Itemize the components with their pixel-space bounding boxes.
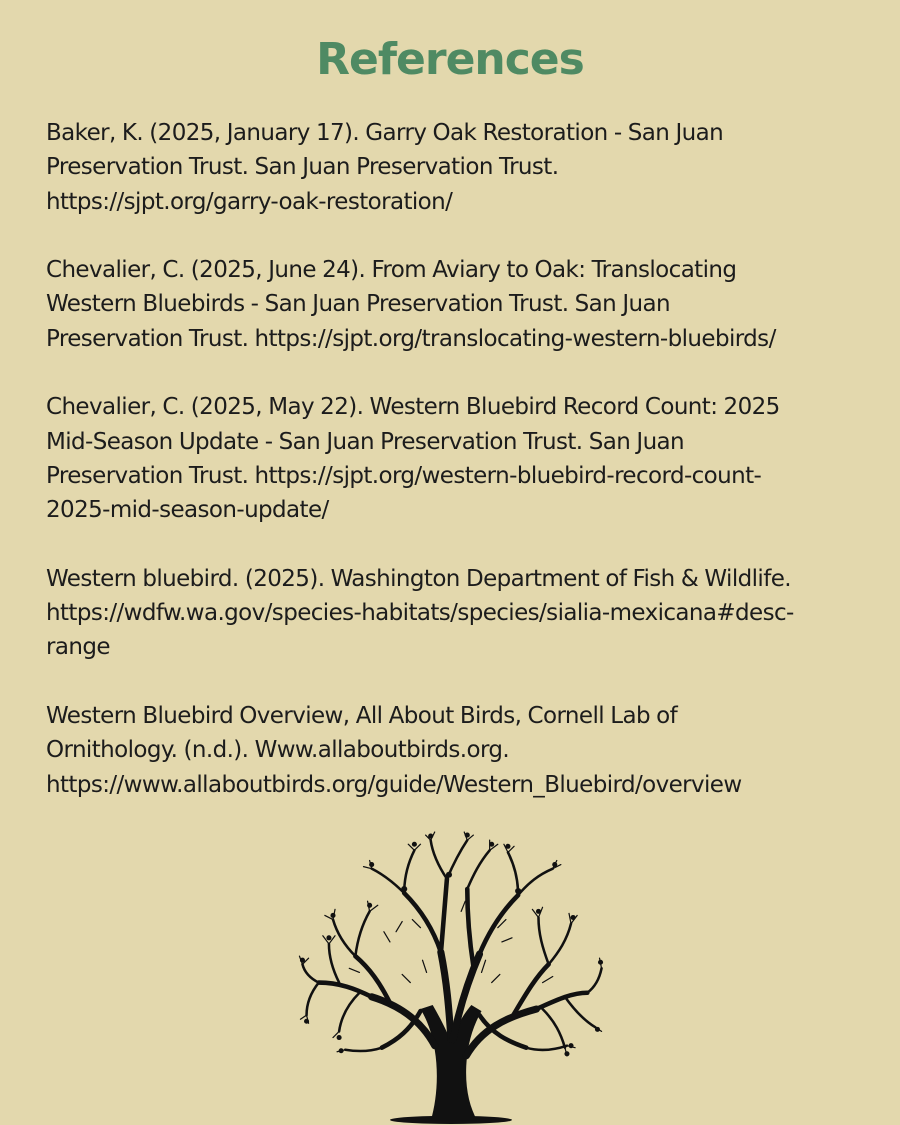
reference-item-baker: Baker, K. (2025, January 17). Garry Oak Restoration - San Juan Preservation Trust. San Juan Preservation Trust. https://sjpt.org/garry-oak-restoration/ (46, 120, 724, 215)
reference-item-wdfw: Western bluebird. (2025). Washington Department of Fish & Wildlife. https://wdfw.wa.gov/species-habitats/species/sialia-mexicana#desc- range (46, 565, 794, 661)
reference-item-allaboutbirds: Western Bluebird Overview, All About Birds, Cornell Lab of Ornithology. (n.d.). Www.allaboutbirds.org. https://www.allaboutbirds.org/guide/Western_Bluebird/overview (46, 703, 742, 798)
page-title: References (316, 34, 584, 85)
reference-list (46, 116, 866, 836)
reference-item-chevalier-may: Chevalier, C. (2025, May 22). Western Bluebird Record Count: 2025 Mid-Season Update - San Juan Preservation Trust. San Juan Preservation Trust. https://sjpt.org/western-bluebird-record-count- 2025-mid-season-update/ (46, 394, 780, 524)
oak-tree-icon (298, 830, 604, 1125)
reference-item-chevalier-june: Chevalier, C. (2025, June 24). From Aviary to Oak: Translocating Western Bluebirds - San Juan Preservation Trust. San Juan Preservation Trust. https://sjpt.org/translocating-western-bluebirds/ (46, 257, 776, 352)
